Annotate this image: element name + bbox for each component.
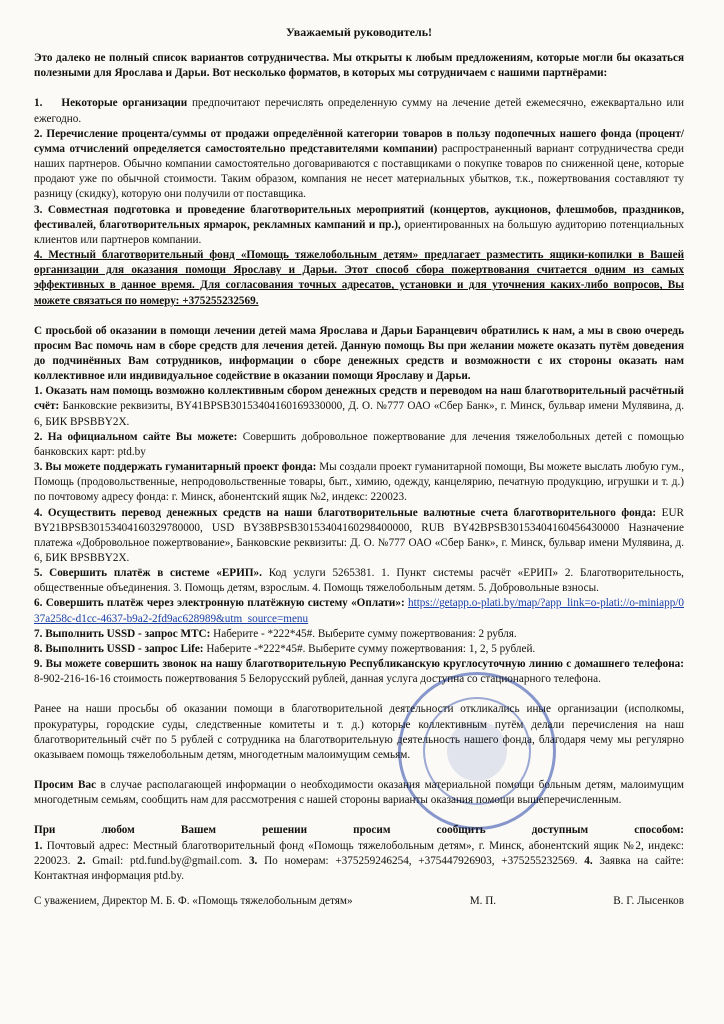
cooperation-item-2: 2. Перечисление процента/суммы от продажи определённой категории товаров в пользу подопечных нашего фонда (процент/сумма отчислений определяется самостоятельно представителями компании) распространенный вариант сотрудничества среди наших партнеров. Обычно компании самостоятельно договариваются с поставщиками о покупке товаров по сниженной цене, которые продают уже по обычной стоимости. Таким образом, компания не несет материальных убытков, т.к., пожертвования составляют ту разницу (скидку), которую они получили от поставщика. [34,127,684,201]
way-7: 7. Выполнить USSD - запрос МТС: Наберите - *222*45#. Выберите сумму пожертвования: 2 рубля. [34,627,517,640]
letter-title: Уважаемый руководитель! [285,25,433,39]
way-1: 1. Оказать нам помощь возможно коллективным сбором денежных средств и переводом на наш благотворительный расчётный счёт: Банковские реквизиты, BY41BPSB30153404160169330000, Д. О. №777 ОАО «Сбер Банк», г. Минск, бульвар имени Мулявина, д. 6, БИК BPSBBY2X. [34,385,684,428]
cooperation-item-3: 3. Совместная подготовка и проведение благотворительных мероприятий (концертов, аукционов, флешмобов, праздников, фестивалей, благотворительных ярмарок, рекламных кампаний и пр.), ориентированных на большую аудиторию потенциальных клиентов или партнеров компании. [34,203,684,246]
cooperation-item-4: 4. Местный благотворительный фонд «Помощь тяжелобольным детям» предлагает разместить ящики-копилки в Вашей организации для оказания помощи Ярославу и Дарьи. Этот способ сбора пожертвования считается одним из самых эффективных в данное время. Для согласования точных адресатов, установки и для уточнения каких-либо вопросов, Вы можете связаться по номеру: +375255232569. [34,249,685,307]
ask-paragraph: Просим Вас в случае располагающей информации о необходимости оказания материальной помощи больным детям, малоимущим многодетным семьям, сообщить нам для рассмотрения с нашей стороны варианты оказания помощи вышеперечисленным. [34,779,684,807]
faint-header-bleedthrough [440,4,442,13]
earlier-help-paragraph: Ранее на наши просьбы об оказании помощи в благотворительной деятельности откликались иные организации (исполкомы, прокуратуры, городские суды, следственные комитеты и т. д.) которые коллективным путём делали перечисления на наш благотворительный счёт по 5 рублей с сотрудника на благотворительную деятельность нашего фонда, благодаря чему мы регулярно оказываем помощь тяжелобольным детям, многодетным малоимущим семьям. [34,703,684,761]
contact-methods: 1. Почтовый адрес: Местный благотворительный фонд «Помощь тяжелобольным детям», г. Минск, абонентский ящик №2, индекс: 220023. 2. Gmail: ptd.fund.by@gmail.com. 3. По номерам: +375259246254, +375447926903, +375255232569. 4. Заявка на сайте: Контактная информация ptd.by. [34,839,685,882]
oplati-link[interactable]: https://getapp.o-plati.by/map/?app_link=o-plati://o-miniapp/037a258c-d1cc-4637-b9a2-2fd9ac628989&utm_source=menu [34,597,685,625]
way-9: 9. Вы можете совершить звонок на нашу благотворительную Республиканскую круглосуточную линию с домашнего телефона: 8-902-216-16-16 стоимость пожертвования 5 Белорусский рублей, данная услуга доступна со стационарного телефона. [34,658,684,686]
intro-paragraph: Это далеко не полный список вариантов сотрудничества. Мы открыты к любым предложениям, которые могли бы оказаться полезными для Ярослава и Дарьи. Вот несколько форматов, в которых мы сотрудничаем с нашими партнёрами: [34,52,684,80]
signature-line [34,894,684,909]
signature-director-name: В. Г. Лысенков [613,894,684,907]
way-3: 3. Вы можете поддержать гуманитарный проект фонда: Мы создали проект гуманитарной помощи, Вы можете выслать любую гум., Помощь (продовольственные, непродовольственные товары, быт., химию, одежду, канцелярию, печатную продукцию, игрушки и т. д.) по почтовому адресу фонда: г. Минск, абонентский ящик №2, индекс: 220023. [34,461,684,504]
way-6: 6. Совершить платёж через электронную платёжную систему «Оплати»: https://getapp.o-plati.by/map/?app_link=o-plati://o-miniapp/037a258c-d1cc-4637-b9a2-2fd9ac628989&utm_source=menu [34,597,685,625]
way-4: 4. Осуществить перевод денежных средств на наши благотворительные валютные счета благотворительного фонда: EUR BY21BPSB30153404160329780000, USD BY38BPSB30153404160298400000, RUB BY42BPSB30153404160456430000 Назначение платежа «Добровольное пожертвование», Банковские реквизиты: Д. О. №777 ОАО «Сбер Банк», г. Минск, бульвар имени Мулявина, д. 6, БИК BPSBBY2X. [34,506,685,564]
request-paragraph: С просьбой об оказании в помощи лечении детей мама Ярослава и Дарьи Баранцевич обратились к нам, а мы в свою очередь просим Вас помочь нам в сборе средств для лечения детей. Данную помощь Вы при желании можете оказать путём доведения до подчинённых Вам сотрудников, информации о сборе денежных средств и возможности с их стороны оказать нам коллективное или индивидуальное содействие в оказании помощи Ярославу и Дарьи. [34,324,684,383]
way-2: 2. На официальном сайте Вы можете: Совершить добровольное пожертвование для лечения тяжелобольных детей с помощью банковских карт: ptd.by [34,430,684,458]
signature-sender: С уважением, Директор М. Б. Ф. «Помощь тяжелобольным детям» [34,894,353,907]
way-5: 5. Совершить платёж в системе «ЕРИП». Код услуги 5265381. 1. Пункт системы расчёт «ЕРИП» 2. Благотворительность, общественные объединения. 3. Помощь детям, взрослым. 4. Помощь тяжелобольным детям. 5. Добровольные взносы. [34,567,684,595]
cooperation-item-1: 1. Некоторые организации предпочитают перечислять определенную сумму на лечение детей ежемесячно, ежеквартально или ежегодно. [34,97,685,125]
letter-body [34,25,684,909]
signature-seal-place: М. П. [469,894,497,907]
contact-paragraph: При любом Вашем решении просим сообщить доступным способом: [34,824,684,837]
way-8: 8. Выполнить USSD - запрос Life: Наберите -*222*45#. Выберите сумму пожертвования: 1, 2, 5 рублей. [34,642,536,655]
